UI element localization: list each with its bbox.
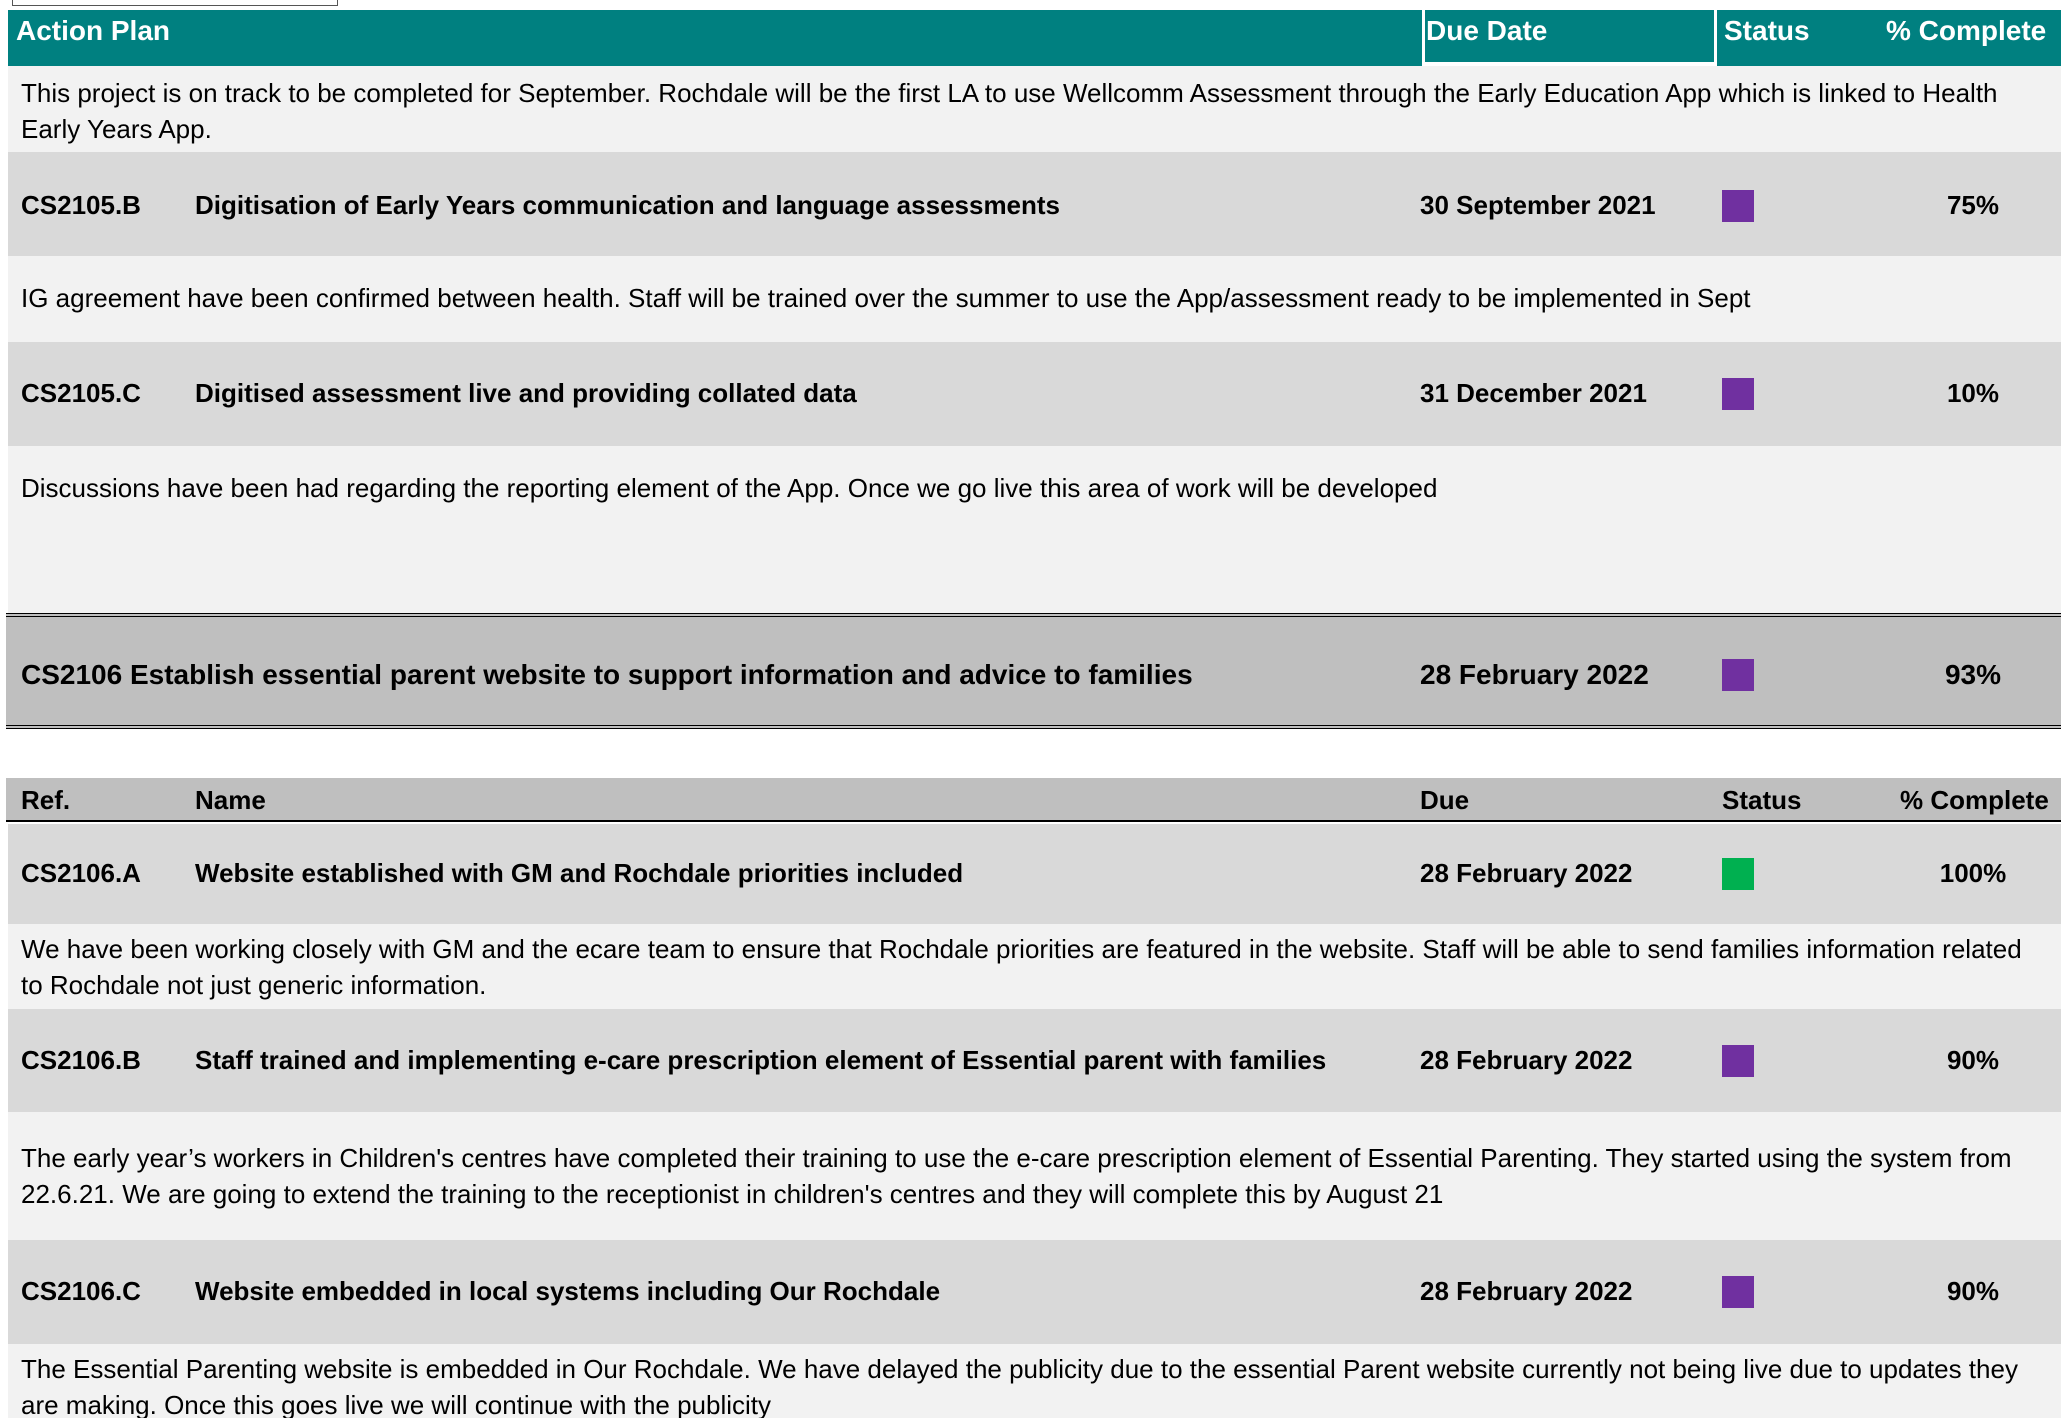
- col-ref: Ref.: [21, 785, 71, 815]
- row-due: 28 February 2022: [1420, 1276, 1633, 1306]
- objective-due: 28 February 2022: [1420, 659, 1649, 690]
- note-text: IG agreement have been confirmed between health. Staff will be trained over the summer to use the App/assessment ready to be implemented in Sept: [21, 283, 1751, 313]
- col-pct: % Complete: [1900, 785, 2049, 815]
- objective-pct: 93%: [1944, 659, 2002, 690]
- row-pct: 75%: [1946, 190, 2000, 220]
- status-indicator: [1722, 858, 1754, 890]
- header-divider: [1714, 10, 1717, 66]
- col-status: Status: [1722, 785, 1802, 815]
- row-due: 28 February 2022: [1420, 858, 1633, 888]
- note-text: This project is on track to be completed for September. Rochdale will be the first LA to use Wellcomm Assessment through the Early Education App which is linked to Health Early Years App.: [21, 78, 1998, 144]
- status-indicator: [1722, 659, 1754, 691]
- column-header-row: [6, 778, 2061, 822]
- status-indicator: [1722, 1045, 1754, 1077]
- note-text: Discussions have been had regarding the reporting element of the App. Once we go live this area of work will be developed: [21, 473, 1438, 503]
- note-text: We have been working closely with GM and the ecare team to ensure that Rochdale priorities are featured in the website. Staff will be able to send families information related to Rochdale not just generic information.: [21, 934, 2022, 1000]
- row-name: Staff trained and implementing e-care prescription element of Essential parent with families: [195, 1045, 1327, 1075]
- status-indicator: [1722, 1276, 1754, 1308]
- row-due: 30 September 2021: [1420, 190, 1656, 220]
- progress-note: [8, 1112, 2061, 1240]
- progress-note: [8, 256, 2061, 342]
- header-status: Status: [1724, 15, 1810, 46]
- row-pct: 90%: [1946, 1045, 2000, 1075]
- header-due-date: Due Date: [1426, 15, 1548, 46]
- row-pct: 10%: [1946, 378, 2000, 408]
- row-ref: CS2106.C: [21, 1276, 141, 1306]
- row-ref: CS2105.C: [21, 378, 141, 408]
- table-row[interactable]: [8, 1009, 2061, 1112]
- col-name: Name: [195, 785, 266, 815]
- row-name: Website established with GM and Rochdale priorities included: [195, 858, 964, 888]
- objective-title: CS2106 Establish essential parent website to support information and advice to families: [21, 659, 1193, 690]
- table-row[interactable]: [8, 152, 2061, 256]
- status-indicator: [1722, 378, 1754, 410]
- progress-note: [8, 1344, 2061, 1418]
- row-due: 28 February 2022: [1420, 1045, 1633, 1075]
- row-name: Digitisation of Early Years communication and language assessments: [195, 190, 1061, 220]
- row-ref: CS2105.B: [21, 190, 141, 220]
- table-header: [8, 10, 2061, 66]
- row-ref: CS2106.B: [21, 1045, 141, 1075]
- note-text: The Essential Parenting website is embedded in Our Rochdale. We have delayed the publicity due to the essential Parent website currently not being live due to updates they are making. Once this goes live we will continue with the publicity: [21, 1354, 2018, 1418]
- progress-note: [8, 446, 2061, 613]
- note-text: The early year’s workers in Children's centres have completed their training to use the e-care prescription element of Essential Parenting. They started using the system from 22.6.21. We are going to extend the training to the receptionist in children's centres and they will complete this by August 21: [21, 1143, 2012, 1209]
- header-action-plan: Action Plan: [16, 15, 171, 46]
- table-row[interactable]: [8, 342, 2061, 446]
- header-pct-complete: % Complete: [1886, 15, 2047, 46]
- row-name: Digitised assessment live and providing collated data: [195, 378, 857, 408]
- col-due: Due: [1420, 785, 1470, 815]
- row-ref: CS2106.A: [21, 858, 141, 888]
- filter-box[interactable]: [12, 0, 338, 6]
- row-name: Website embedded in local systems including Our Rochdale: [195, 1276, 941, 1306]
- objective-row[interactable]: [6, 613, 2061, 729]
- header-divider: [1422, 10, 1425, 66]
- progress-note: [8, 924, 2061, 1009]
- row-due: 31 December 2021: [1420, 378, 1647, 408]
- table-row[interactable]: [8, 1240, 2061, 1344]
- row-pct: 90%: [1946, 1276, 2000, 1306]
- status-indicator: [1722, 190, 1754, 222]
- table-row[interactable]: [8, 824, 2061, 924]
- row-pct: 100%: [1939, 858, 2007, 888]
- progress-note: [8, 66, 2061, 152]
